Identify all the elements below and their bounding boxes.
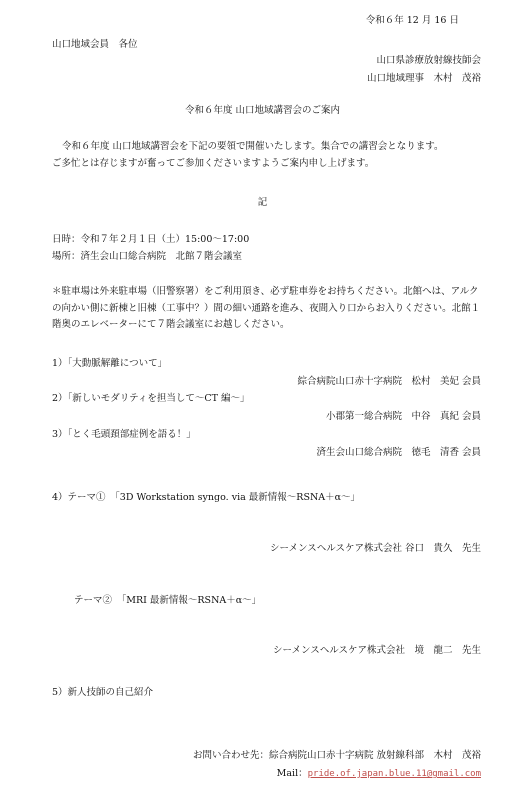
sender-organization: 山口県診療放射線技師会: [376, 55, 481, 66]
document-date: 令和６年 12 月 16 日: [365, 15, 459, 26]
event-datetime: 日時：令和７年２月１日（土）15:00〜17:00: [52, 234, 250, 245]
talk-2-speaker: 小郡第一総合病院 中谷 真紀 会員: [325, 411, 481, 422]
talk-3-title: 3）「とく毛頭頚部症例を語る！」: [52, 429, 196, 440]
talk-1-title: 1）「大動脈解離について」: [52, 358, 168, 369]
intro-line-2: ご多忙とは存じますが奮ってご参加くださいますようご案内申し上げます。: [52, 158, 375, 169]
page-title: 令和６年度 山口地域講習会のご案内: [184, 105, 341, 116]
mail-line: [277, 767, 481, 781]
recipient: 山口地域会員 各位: [52, 39, 138, 50]
talk-2-title: 2）「新しいモダリティを担当して〜CT 編〜」: [52, 393, 250, 404]
theme-2-title: テーマ② 「MRI 最新情報〜RSNA＋α〜」: [74, 595, 262, 606]
mail-link[interactable]: pride.of.japan.blue.11@gmail.com: [307, 769, 481, 779]
theme-2-speaker: シーメンスヘルスケア株式会社 境 龍二 先生: [273, 645, 481, 656]
talk-3-speaker: 済生会山口総合病院 徳毛 清香 会員: [316, 447, 481, 458]
mail-label: Mail：: [276, 768, 308, 779]
item-5-title: 5）新人技師の自己紹介: [52, 687, 154, 698]
intro-line-1: 令和６年度 山口地域講習会を下記の要領で開催いたします。集合での講習会となります。: [62, 141, 444, 152]
talk-1-speaker: 綜合病院山口赤十字病院 松村 美妃 会員: [297, 376, 481, 387]
sender-person: 山口地域理事 木村 茂裕: [366, 73, 481, 84]
ki-heading: 記: [257, 197, 268, 208]
parking-note: ＊駐車場は外来駐車場（旧警察署）をご利用頂き、必ず駐車券をお持ちください。北館へは、アルクの向かい側に新棟と旧棟（工事中？）間の細い通路を進み、夜間入り口からお入りください。北館１階奥のエレベーターにて７階会議室にお越しください。: [52, 286, 481, 331]
contact-info: お問い合わせ先：綜合病院山口赤十字病院 放射線科部 木村 茂裕: [192, 750, 481, 761]
theme-1-speaker: シーメンスヘルスケア株式会社 谷口 貴久 先生: [270, 543, 481, 554]
event-place: 場所：済生会山口総合病院 北館７階会議室: [52, 251, 243, 262]
theme-1-title: 4）テーマ① 「3D Workstation syngo. via 最新情報〜RSNA＋α〜」: [52, 492, 361, 503]
